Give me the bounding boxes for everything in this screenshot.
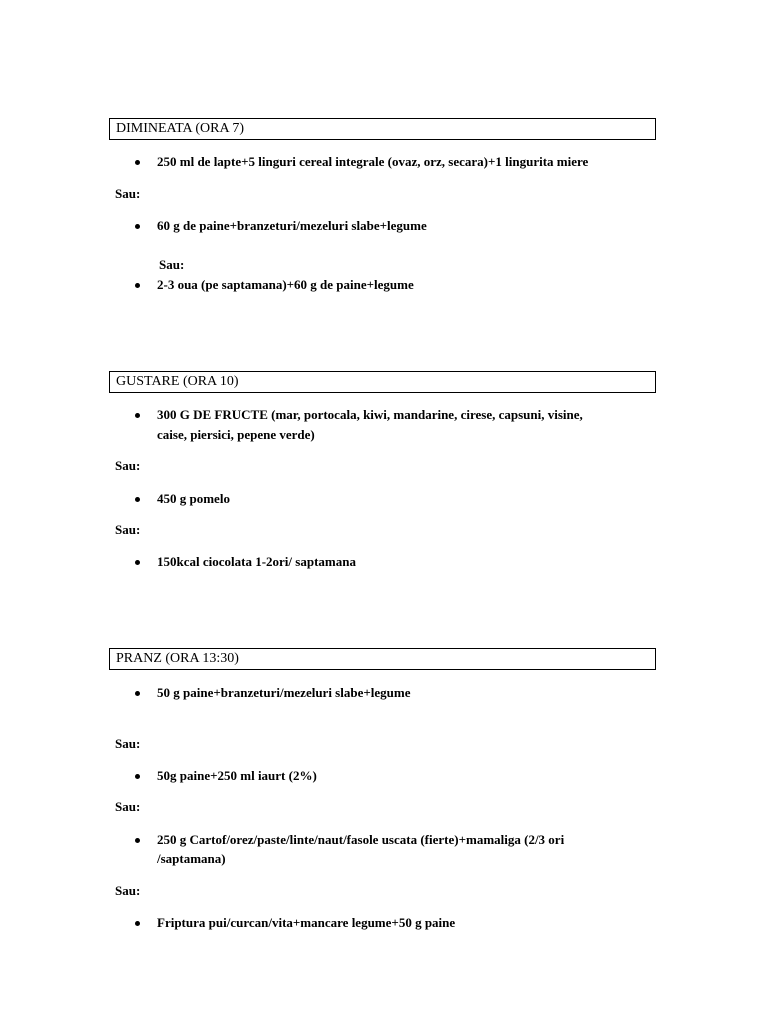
or-label: Sau: <box>115 458 141 473</box>
list-item-text: caise, piersici, pepene verde) <box>157 427 315 442</box>
list-item-text: 300 G DE FRUCTE (mar, portocala, kiwi, mandarine, cirese, capsuni, visine, <box>157 407 583 422</box>
bullet-icon <box>135 413 140 418</box>
bullet-icon <box>135 160 140 165</box>
bullet-icon <box>135 774 140 779</box>
bullet-icon <box>135 838 140 843</box>
or-label: Sau: <box>115 799 141 814</box>
or-label: Sau: <box>115 736 141 751</box>
section-header-lunch: PRANZ (ORA 13:30) <box>109 648 656 670</box>
list-item-text: 2-3 oua (pe saptamana)+60 g de paine+legume <box>157 277 414 292</box>
section-header-snack: GUSTARE (ORA 10) <box>109 371 656 393</box>
or-label: Sau: <box>115 186 141 201</box>
bullet-icon <box>135 497 140 502</box>
list-item-text: 60 g de paine+branzeturi/mezeluri slabe+legume <box>157 218 427 233</box>
or-label: Sau: <box>115 522 141 537</box>
list-item-text: /saptamana) <box>157 851 226 866</box>
or-label: Sau: <box>115 883 141 898</box>
or-label: Sau: <box>159 257 185 272</box>
list-item-text: 250 ml de lapte+5 linguri cereal integrale (ovaz, orz, secara)+1 lingurita miere <box>157 154 589 169</box>
bullet-icon <box>135 560 140 565</box>
list-item-text: 50g paine+250 ml iaurt (2%) <box>157 768 317 783</box>
list-item-text: Friptura pui/curcan/vita+mancare legume+50 g paine <box>157 915 456 930</box>
bullet-icon <box>135 921 140 926</box>
bullet-icon <box>135 283 140 288</box>
list-item-text: 150kcal ciocolata 1-2ori/ saptamana <box>157 554 356 569</box>
bullet-icon <box>135 224 140 229</box>
bullet-icon <box>135 691 140 696</box>
list-item-text: 250 g Cartof/orez/paste/linte/naut/fasole uscata (fierte)+mamaliga (2/3 ori <box>157 832 565 847</box>
list-item-text: 450 g pomelo <box>157 491 230 506</box>
section-header-breakfast: DIMINEATA (ORA 7) <box>109 118 656 140</box>
list-item-text: 50 g paine+branzeturi/mezeluri slabe+legume <box>157 685 411 700</box>
